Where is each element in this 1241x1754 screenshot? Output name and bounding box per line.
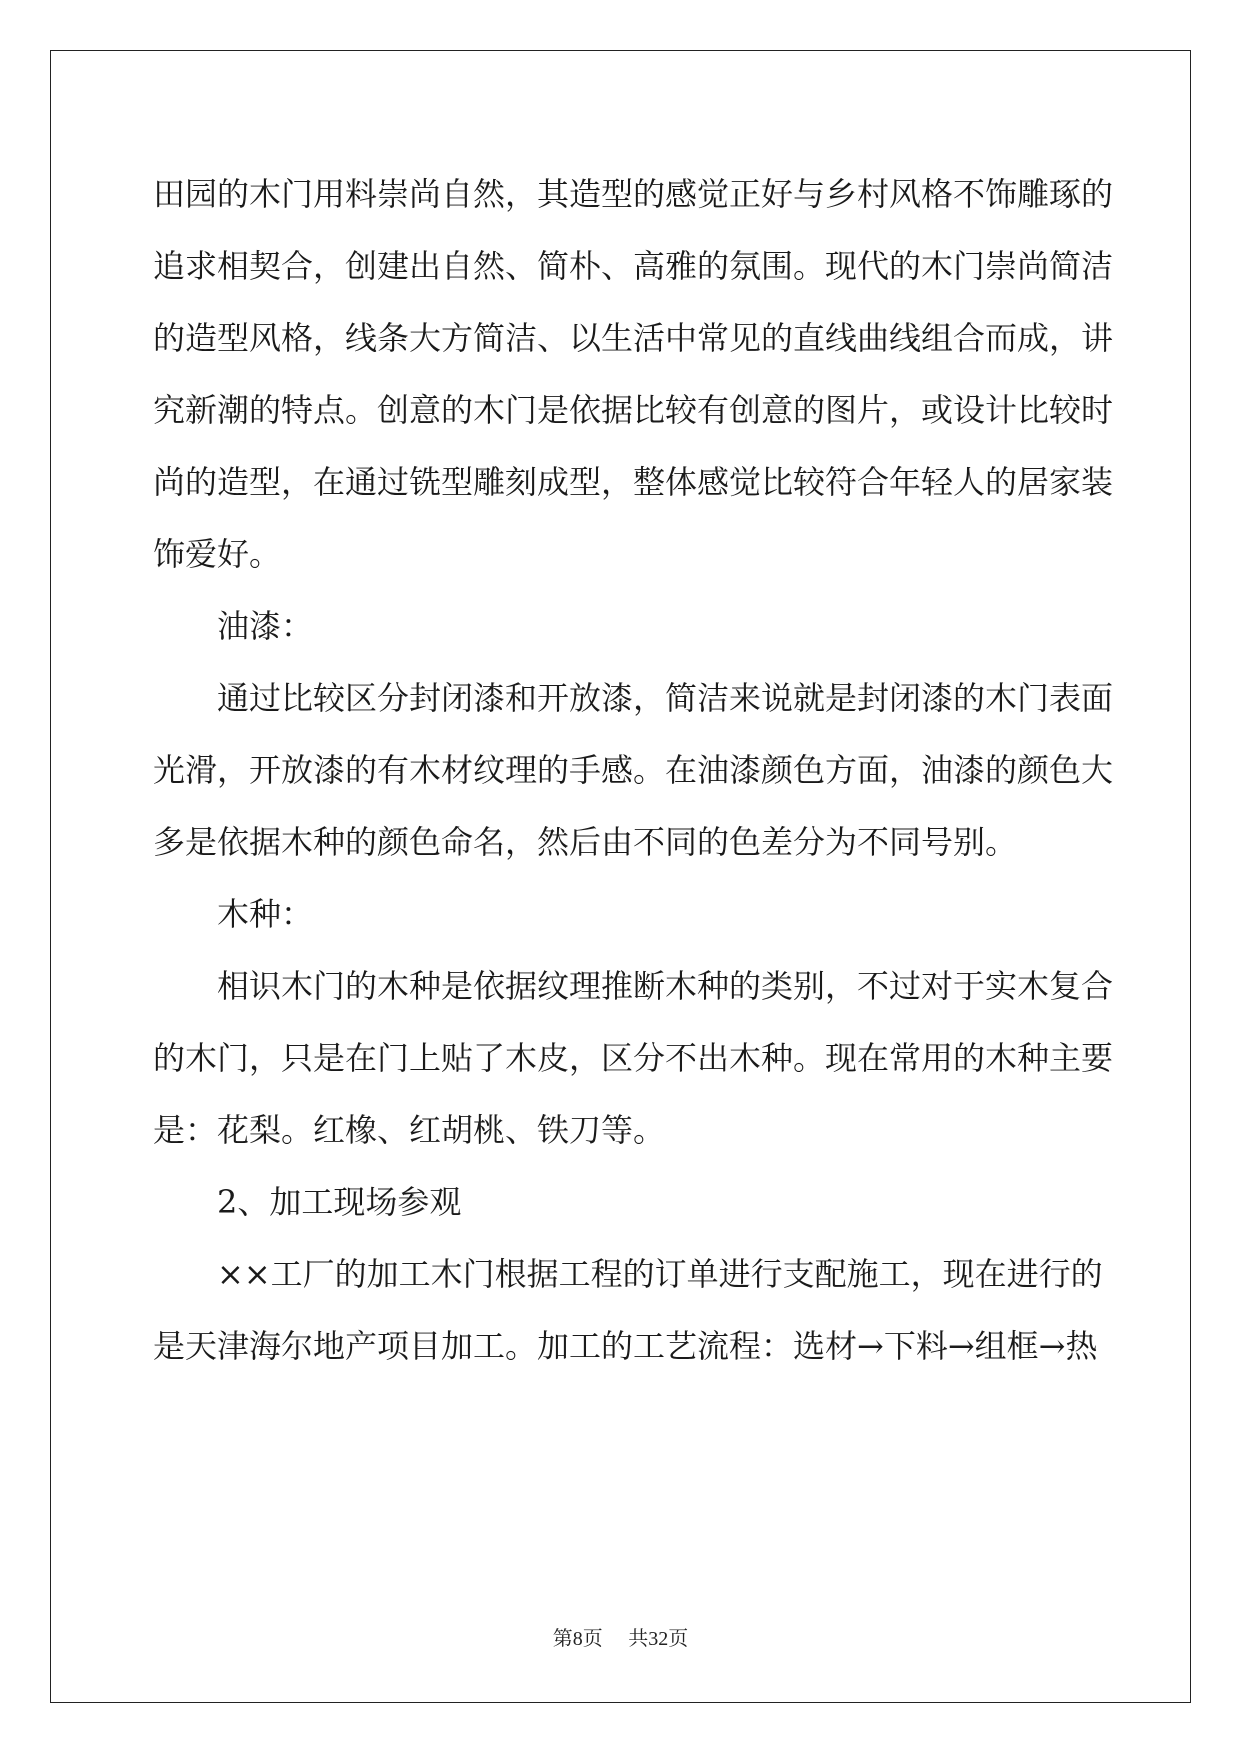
section-heading-wood-species: 木种： bbox=[217, 895, 314, 933]
footer-page-suffix: 页 bbox=[582, 1626, 603, 1650]
page-footer bbox=[0, 1622, 1241, 1651]
text-line: 尚的造型，在通过铣型雕刻成型，整体感觉比较符合年轻人的居家装 bbox=[153, 463, 1114, 501]
footer-total-pages: 32 bbox=[648, 1628, 669, 1650]
text-line: 多是依据木种的颜色命名，然后由不同的色差分为不同号别。 bbox=[153, 823, 1018, 861]
document-body bbox=[153, 158, 1114, 1382]
section-heading-paint: 油漆： bbox=[217, 607, 314, 645]
footer-total-suffix: 页 bbox=[668, 1626, 689, 1650]
text-line: 的木门，只是在门上贴了木皮，区分不出木种。现在常用的木种主要 bbox=[153, 1039, 1114, 1077]
text-line: 光滑，开放漆的有木材纹理的手感。在油漆颜色方面，油漆的颜色大 bbox=[153, 751, 1114, 789]
text-line: 追求相契合，创建出自然、简朴、高雅的氛围。现代的木门崇尚简洁 bbox=[153, 247, 1114, 285]
text-line: 是：花梨。红橡、红胡桃、铁刀等。 bbox=[153, 1111, 666, 1149]
text-line: 饰爱好。 bbox=[153, 535, 282, 573]
text-line: 的造型风格，线条大方简洁、以生活中常见的直线曲线组合而成，讲 bbox=[153, 319, 1114, 357]
text-line: 通过比较区分封闭漆和开放漆，简洁来说就是封闭漆的木门表面 bbox=[217, 679, 1114, 717]
footer-total-prefix: 共 bbox=[628, 1626, 649, 1650]
text-line: 田园的木门用料崇尚自然，其造型的感觉正好与乡村风格不饰雕琢的 bbox=[153, 175, 1114, 213]
text-line: 相识木门的木种是依据纹理推断木种的类别，不过对于实木复合 bbox=[217, 967, 1114, 1005]
text-line: ××工厂的加工木门根据工程的订单进行支配施工，现在进行的 bbox=[217, 1255, 1103, 1293]
text-line: 究新潮的特点。创意的木门是依据比较有创意的图片，或设计比较时 bbox=[153, 391, 1114, 429]
section-heading-site-visit: 2、加工现场参观 bbox=[217, 1183, 462, 1221]
text-line: 是天津海尔地产项目加工。加工的工艺流程：选材→下料→组框→热 bbox=[153, 1327, 1098, 1365]
footer-page-prefix: 第 bbox=[552, 1626, 573, 1650]
footer-page-number: 8 bbox=[572, 1628, 583, 1650]
